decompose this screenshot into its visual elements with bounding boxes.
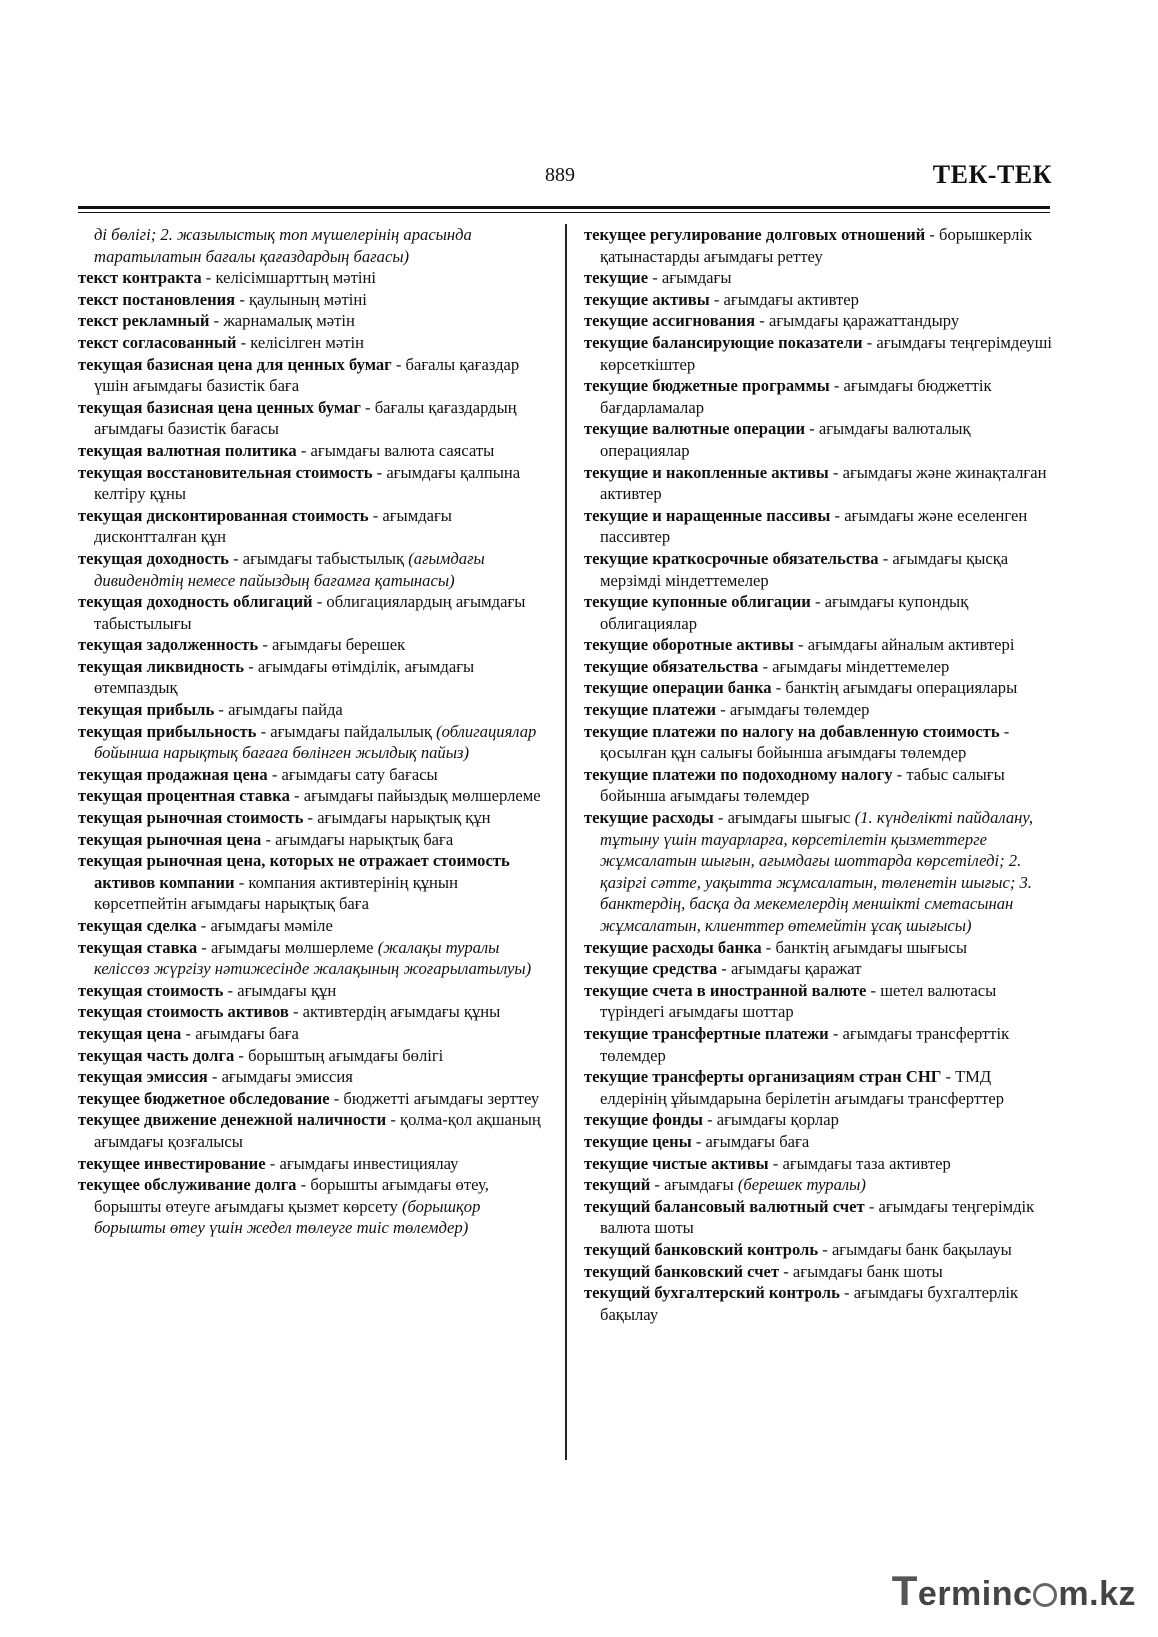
entry-term: текущие средства	[584, 959, 718, 979]
left-column	[78, 224, 546, 1239]
entry-separator: -	[771, 678, 786, 698]
entry-translation: бағалы қағаздардың ағымдағы базистік бағасы	[94, 397, 517, 439]
entry-translation: келісілген мәтін	[250, 332, 365, 352]
entry-translation: ағымдағы	[661, 268, 732, 288]
entry-separator: -	[878, 548, 893, 568]
entry-separator: -	[892, 764, 907, 784]
entry-term: текущие расходы	[584, 808, 714, 828]
entry-term: текущий бухгалтерский контроль	[584, 1283, 840, 1303]
dictionary-entry	[78, 850, 546, 915]
dictionary-entry	[78, 829, 546, 851]
entry-term: текущие купонные облигации	[584, 592, 811, 612]
dictionary-entry	[584, 721, 1054, 764]
entry-translation: ағымдағы валюта саясаты	[310, 440, 495, 460]
entry-separator: -	[864, 1196, 879, 1216]
entry-translation: ағымдағы трансферттік төлемдер	[600, 1023, 1010, 1065]
entry-translation: ағымдағы пайда	[228, 700, 343, 720]
dictionary-entry	[78, 1109, 546, 1152]
dictionary-entry	[584, 224, 1054, 267]
dictionary-entry	[584, 289, 1054, 311]
entry-term: текущая задолженность	[78, 635, 259, 655]
entry-term: текущая рыночная цена	[78, 829, 262, 849]
dictionary-entry	[584, 375, 1054, 418]
entry-translation: ағымдағы айналым активтері	[807, 635, 1015, 655]
entry-separator: -	[866, 980, 881, 1000]
entry-translation: банктің ағымдағы операциялары	[785, 678, 1018, 698]
entry-term: текущие активы	[584, 289, 710, 309]
entry-term: текущие бюджетные программы	[584, 376, 830, 396]
dictionary-entry	[584, 418, 1054, 461]
dictionary-entry	[78, 462, 546, 505]
entry-term: текущее бюджетное обследование	[78, 1088, 330, 1108]
entry-term: текущие расходы банка	[584, 937, 762, 957]
entry-translation: ағымдағы баға	[705, 1131, 810, 1151]
entry-separator: -	[265, 1153, 280, 1173]
column-divider	[565, 224, 567, 1460]
entry-translation: борышты ағымдағы өтеу, борышты өтеуге ағымдағы қызмет көрсету	[94, 1175, 489, 1216]
dictionary-entry	[78, 354, 546, 397]
entry-separator: -	[805, 419, 819, 439]
entry-separator: -	[758, 656, 773, 676]
running-head: ТЕК-ТЕК	[932, 160, 1052, 189]
entry-separator: -	[810, 592, 825, 612]
dictionary-entry	[584, 267, 1054, 289]
entry-translation: ағымдағы және еселенген пассивтер	[600, 505, 1028, 547]
entry-separator: -	[391, 354, 406, 374]
entry-term: текущее регулирование долговых отношений	[584, 225, 926, 244]
entry-separator: -	[713, 808, 728, 828]
entry-translation: шетел валютасы түріндегі ағымдағы шоттар	[600, 980, 997, 1022]
dictionary-entry	[584, 699, 1054, 721]
dictionary-entry	[584, 1153, 1054, 1175]
dictionary-entry	[584, 548, 1054, 591]
entry-translation: банктің ағымдағы шығысы	[775, 937, 968, 957]
entry-term: текущая сделка	[78, 916, 197, 935]
entry-separator: -	[941, 1067, 956, 1087]
entry-translation: ағымдағы бюджеттік бағдарламалар	[600, 376, 992, 417]
entry-term: текущая дисконтированная стоимость	[78, 505, 369, 525]
entry-separator: -	[702, 1110, 717, 1130]
entry-translation: қаулының мәтіні	[249, 289, 367, 309]
entry-separator: -	[368, 505, 383, 525]
dictionary-entry	[78, 807, 546, 829]
dictionary-entry	[78, 310, 546, 332]
entry-translation: ағымдағы төлемдер	[729, 700, 870, 720]
entry-translation: ағымдағы қаражат	[730, 959, 862, 979]
entry-separator: -	[372, 462, 387, 482]
dictionary-entry	[78, 699, 546, 721]
entry-term: текущая часть долга	[78, 1045, 235, 1065]
entry-term: текущая стоимость	[78, 980, 224, 1000]
watermark-o-icon	[1033, 1583, 1057, 1607]
entry-term: текст контракта	[78, 268, 202, 288]
entry-translation: табыс салығы бойынша ағымдағы төлемдер	[600, 764, 1005, 806]
entry-note: (жалақы туралы келіссөз жүргізу нәтижесінде жалақының жоғарылатылуы)	[94, 937, 532, 979]
entry-separator: -	[839, 1283, 854, 1303]
watermark-logo: Terminc m.kz	[891, 1567, 1136, 1614]
right-column	[584, 224, 1054, 1325]
dictionary-entry	[584, 958, 1054, 980]
entry-separator: -	[228, 548, 243, 568]
entry-separator: -	[691, 1131, 706, 1151]
entry-term: текущие и накопленные активы	[584, 462, 829, 482]
dictionary-entry	[78, 1001, 546, 1023]
entry-translation: ағымдағы валюталық операциялар	[600, 419, 971, 460]
entry-translation: ағымдағы нарықтық баға	[275, 829, 454, 849]
entry-separator: -	[296, 1175, 311, 1195]
dictionary-entry	[584, 1066, 1054, 1109]
entry-translation: ағымдағы құн	[237, 980, 337, 1000]
entry-term: текущие платежи по подоходному налогу	[584, 764, 893, 784]
entry-term: текущая валютная политика	[78, 440, 297, 460]
entry-term: текущие и наращенные пассивы	[584, 505, 831, 525]
dictionary-entry	[584, 980, 1054, 1023]
entry-term: текущая доходность облигаций	[78, 592, 313, 612]
dictionary-entry	[584, 310, 1054, 332]
entry-translation: ағымдағы өтімділік, ағымдағы өтемпаздық	[94, 656, 475, 698]
dictionary-entry	[78, 440, 546, 462]
entry-term: текущая базисная цена ценных бумаг	[78, 397, 361, 417]
entry-translation: ағымдағы берешек	[272, 635, 406, 655]
entry-term: текущие операции банка	[584, 678, 772, 698]
dictionary-entry	[584, 634, 1054, 656]
entry-separator: -	[303, 808, 318, 828]
entry-term: текущий	[584, 1175, 651, 1195]
entry-separator: -	[650, 1175, 665, 1195]
entry-term: текущие чистые активы	[584, 1153, 769, 1173]
entry-term: текущие трансферты организациям стран СНГ	[584, 1067, 942, 1087]
entry-separator: -	[818, 1239, 832, 1259]
dictionary-entry	[584, 591, 1054, 634]
dictionary-entry	[78, 591, 546, 634]
entry-translation: ағымдағы қорлар	[716, 1110, 839, 1130]
entry-term: текущая доходность	[78, 548, 229, 568]
dictionary-entry	[584, 1282, 1054, 1325]
entry-translation: ағымдағы қалпына келтіру құны	[94, 462, 521, 504]
entry-term: текущие	[584, 268, 649, 288]
entry-note: (берешек туралы)	[737, 1175, 866, 1195]
entry-separator: -	[236, 332, 251, 352]
entry-separator: -	[312, 592, 327, 612]
entry-separator: -	[197, 937, 211, 957]
entry-translation: ағымдағы инвестициялау	[279, 1153, 459, 1173]
entry-separator: -	[214, 700, 229, 720]
entry-separator: -	[828, 462, 843, 482]
entry-term: текущая эмиссия	[78, 1067, 208, 1087]
entry-term: текущая процентная ставка	[78, 786, 290, 806]
dictionary-entry	[78, 785, 546, 807]
entry-separator: -	[267, 764, 282, 784]
entry-translation: ағымдағы эмиссия	[221, 1067, 353, 1087]
entry-term: текущая ставка	[78, 937, 198, 957]
entry-term: текущие платежи по налогу на добавленную стоимость	[584, 721, 1000, 741]
dictionary-entry	[78, 505, 546, 548]
entry-term: текущее обслуживание долга	[78, 1175, 297, 1195]
entry-translation: ағымдағы купондық облигациялар	[600, 592, 969, 633]
entry-separator: -	[360, 397, 375, 417]
entry-separator: -	[862, 332, 877, 352]
entry-term: текущие краткосрочные обязательства	[584, 548, 879, 568]
dictionary-entry	[78, 634, 546, 656]
entry-separator: -	[999, 721, 1010, 741]
page-number: 889	[545, 164, 575, 186]
entry-separator: -	[201, 268, 216, 288]
entry-translation: ағымдағы пайдалылық	[270, 721, 432, 741]
entry-translation: ағымдағы мәміле	[210, 916, 333, 935]
entry-term: текущие обязательства	[584, 656, 759, 676]
entry-term: текст рекламный	[78, 311, 210, 331]
entry-note: ді бөлігі; 2. жазылыстық топ мүшелерінің арасында таратылатын бағалы қағаздардың бағасы)	[94, 225, 472, 266]
dictionary-entry	[584, 505, 1054, 548]
entry-term: текущие оборотные активы	[584, 635, 794, 655]
entry-term: текущие валютные операции	[584, 419, 806, 439]
entry-translation: активтердің ағымдағы құны	[302, 1002, 501, 1022]
entry-term: текущие трансфертные платежи	[584, 1023, 829, 1043]
entry-note: (1. күнделікті пайдалану, тұтыну үшін тауарларға, көрсетілетін қызметтерге жұмсалатын шығын, ағымдағы шоттарда көрсетіледі; 2. қазіргі сәтте, уақытта жұмсалатын, төленетін шығыс; 3. банктердің, басқа да мекемелердің меншікті сметасынан жұмсалатын, клиенттер өтемейтін ұсақ шығысы)	[600, 808, 1034, 935]
dictionary-entry	[78, 267, 546, 289]
entry-separator: -	[223, 980, 238, 1000]
entry-separator: -	[648, 268, 662, 288]
entry-translation: жарнамалық мәтін	[223, 311, 355, 331]
entry-separator: -	[207, 1067, 222, 1087]
entry-translation: ағымдағы пайыздық мөлшерлеме	[303, 786, 541, 806]
dictionary-entry	[584, 1109, 1054, 1131]
entry-term: текущее инвестирование	[78, 1153, 266, 1173]
entry-separator: -	[329, 1088, 344, 1108]
entry-translation: облигациялардың ағымдағы табыстылығы	[94, 592, 526, 633]
entry-translation: ағымдағы қаражаттандыру	[768, 311, 960, 331]
entry-translation: қосылған құн салығы бойынша ағымдағы төлемдер	[600, 743, 967, 763]
dictionary-entry	[584, 1196, 1054, 1239]
entry-separator: -	[244, 656, 258, 676]
entry-term: текущий банковский счет	[584, 1261, 780, 1281]
entry-separator: -	[386, 1110, 401, 1130]
entry-separator: -	[256, 721, 271, 741]
entry-separator: -	[779, 1261, 793, 1281]
entry-term: текущая восстановительная стоимость	[78, 462, 373, 482]
entry-separator: -	[209, 311, 224, 331]
dictionary-entry	[78, 1174, 546, 1239]
dictionary-entry	[584, 764, 1054, 807]
entry-separator: -	[235, 289, 249, 309]
entry-translation: бағалы қағаздар үшін ағымдағы базистік баға	[94, 354, 520, 396]
entry-translation: ағымдағы қысқа мерзімді міндеттемелер	[600, 548, 1009, 590]
dictionary-entry	[78, 915, 546, 937]
entry-translation: ағымдағы міндеттемелер	[772, 656, 950, 676]
entry-translation: ағымдағы теңгерімдік валюта шоты	[600, 1196, 1035, 1238]
entry-note: (облигациялар бойынша нарықтық бағаға бөлінген жылдық пайыз)	[94, 721, 537, 763]
dictionary-entry	[78, 1023, 546, 1045]
entry-translation: борышкерлік қатынастарды ағымдағы реттеу	[600, 225, 1033, 266]
entry-separator: -	[234, 872, 249, 892]
entry-separator: -	[925, 225, 940, 244]
entry-translation: ағымдағы мөлшерлеме	[210, 937, 374, 957]
entry-separator: -	[288, 1002, 303, 1022]
entry-translation: ағымдағы сату бағасы	[281, 764, 438, 784]
entry-translation: ағымдағы және жинақталған активтер	[600, 462, 1047, 504]
entry-term: текущая прибыль	[78, 700, 215, 720]
entry-term: текущие цены	[584, 1131, 692, 1151]
entry-separator: -	[289, 786, 304, 806]
entry-separator: -	[716, 700, 730, 720]
dictionary-entry	[78, 1066, 546, 1088]
entry-term: текущий банковский контроль	[584, 1239, 819, 1259]
entry-separator: -	[717, 959, 731, 979]
entry-separator: -	[196, 916, 211, 935]
entry-translation: ағымдағы таза активтер	[782, 1153, 951, 1173]
entry-term: текущая продажная цена	[78, 764, 268, 784]
entry-separator: -	[296, 440, 311, 460]
entry-term: текст постановления	[78, 289, 236, 309]
dictionary-entry	[78, 764, 546, 786]
dictionary-entry	[584, 462, 1054, 505]
dictionary-entry	[584, 1131, 1054, 1153]
entry-translation: компания активтерінің құнын көрсетпейтін ағымдағы нарықтық баға	[94, 872, 458, 914]
entry-term: текущие балансирующие показатели	[584, 332, 863, 352]
entry-separator: -	[755, 311, 769, 331]
dictionary-entry	[78, 937, 546, 980]
entry-term: текущие счета в иностранной валюте	[584, 980, 867, 1000]
dictionary-entry	[584, 1174, 1054, 1196]
dictionary-entry	[78, 1088, 546, 1110]
entry-translation: ағымдағы баға	[195, 1023, 299, 1043]
entry-separator: -	[181, 1023, 196, 1043]
dictionary-entry	[584, 332, 1054, 375]
entry-term: текущие фонды	[584, 1110, 703, 1130]
dictionary-entry	[584, 1261, 1054, 1283]
entry-term: текущая прибыльность	[78, 721, 257, 741]
entry-translation: ТМД елдерінің ұйымдарына берілетін ағымдағы трансферттер	[600, 1067, 1005, 1108]
entry-separator: -	[258, 635, 273, 655]
entry-separator: -	[828, 1023, 843, 1043]
dictionary-entry	[584, 807, 1054, 937]
entry-translation: ағымдағы табыстылық	[242, 548, 405, 568]
entry-separator: -	[234, 1045, 249, 1065]
entry-separator: -	[829, 376, 844, 396]
entry-translation: ағымдағы дисконтталған құн	[94, 505, 452, 547]
dictionary-entry	[78, 1153, 546, 1175]
entry-translation: келісімшарттың мәтіні	[215, 268, 376, 288]
entry-term: текст согласованный	[78, 332, 237, 352]
entry-separator: -	[793, 635, 808, 655]
entry-translation: ағымдағы	[664, 1175, 734, 1195]
dictionary-entry	[78, 332, 546, 354]
entry-term: текущее движение денежной наличности	[78, 1110, 387, 1130]
entry-translation: ағымдағы теңгерімдеуші көрсеткіштер	[600, 332, 1053, 374]
header-rule-thin	[78, 212, 1050, 213]
dictionary-entry	[584, 677, 1054, 699]
dictionary-entry	[78, 548, 546, 591]
entry-term: текущая цена	[78, 1023, 182, 1043]
dictionary-entry	[78, 721, 546, 764]
dictionary-entry	[78, 397, 546, 440]
dictionary-entry	[78, 224, 546, 267]
entry-translation: ағымдағы банк бақылауы	[831, 1239, 1012, 1259]
entry-term: текущие ассигнования	[584, 311, 756, 331]
entry-separator: -	[768, 1153, 783, 1173]
entry-term: текущая стоимость активов	[78, 1002, 289, 1022]
dictionary-entry	[78, 980, 546, 1002]
entry-term: текущий балансовый валютный счет	[584, 1196, 865, 1216]
dictionary-entry	[584, 1239, 1054, 1261]
dictionary-entry	[584, 937, 1054, 959]
entry-separator: -	[761, 937, 776, 957]
entry-term: текущая ликвидность	[78, 656, 245, 676]
entry-separator: -	[830, 505, 845, 525]
entry-translation: ағымдағы банк шоты	[792, 1261, 943, 1281]
entry-translation: ағымдағы активтер	[723, 289, 859, 309]
header-rule	[78, 206, 1050, 209]
entry-translation: ағымдағы шығыс	[727, 808, 851, 828]
entry-translation: ағымдағы бухгалтерлік бақылау	[600, 1283, 1019, 1324]
entry-translation: ағымдағы нарықтық құн	[317, 808, 491, 828]
entry-term: текущие платежи	[584, 700, 717, 720]
entry-translation: қолма-қол ақшаның ағымдағы қозғалысы	[94, 1110, 541, 1151]
entry-term: текущая рыночная стоимость	[78, 808, 304, 828]
dictionary-entry	[78, 289, 546, 311]
entry-note: (борышқор борышты өтеу үшін жедел төлеуге тиіс төлемдер)	[94, 1196, 481, 1238]
entry-separator: -	[261, 829, 276, 849]
entry-term: текущая рыночная цена, которых не отражает стоимость активов компании	[78, 851, 510, 892]
dictionary-entry	[584, 656, 1054, 678]
entry-term: текущая базисная цена для ценных бумаг	[78, 354, 392, 374]
entry-note: (ағымдағы дивидендтің немесе пайыздың бағамға қатынасы)	[94, 548, 485, 590]
dictionary-entry	[584, 1023, 1054, 1066]
entry-translation: бюджетті ағымдағы зерттеу	[343, 1088, 540, 1108]
dictionary-entry	[78, 656, 546, 699]
dictionary-entry	[78, 1045, 546, 1067]
entry-separator: -	[709, 289, 724, 309]
entry-translation: борыштың ағымдағы бөлігі	[248, 1045, 444, 1065]
